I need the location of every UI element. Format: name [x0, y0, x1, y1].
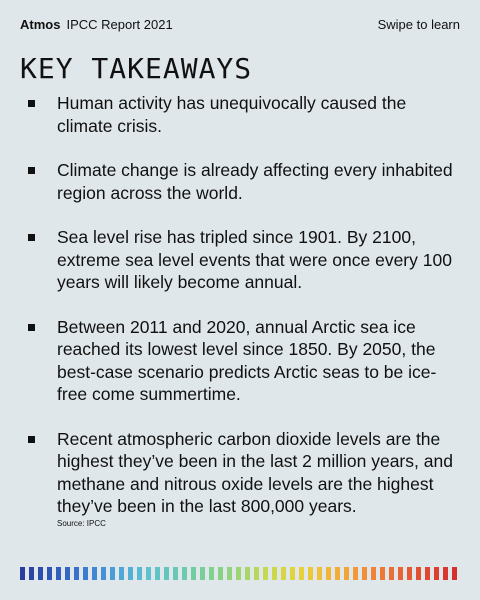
gradient-segment	[74, 567, 79, 580]
gradient-segment	[344, 567, 349, 580]
gradient-segment	[263, 567, 268, 580]
gradient-segment	[335, 567, 340, 580]
gradient-segment	[92, 567, 97, 580]
gradient-segment	[227, 567, 232, 580]
gradient-segment	[272, 567, 277, 580]
gradient-segment	[164, 567, 169, 580]
gradient-segment	[416, 567, 421, 580]
gradient-segment	[101, 567, 106, 580]
gradient-segment	[47, 567, 52, 580]
takeaway-item	[20, 159, 458, 204]
bullet-icon	[28, 100, 35, 107]
brand	[20, 17, 173, 32]
gradient-segment	[425, 567, 430, 580]
takeaway-text: Recent atmospheric carbon dioxide levels are the highest they’ve been in the last 2 million years, and methane and nitrous oxide levels are the highest they’ve been in the last 800,000 years.	[57, 428, 453, 516]
gradient-segment	[434, 567, 439, 580]
gradient-segment	[317, 567, 322, 580]
gradient-segment	[38, 567, 43, 580]
takeaway-item	[20, 92, 458, 137]
page-title: KEY TAKEAWAYS	[20, 52, 253, 85]
gradient-segment	[119, 567, 124, 580]
bullet-icon	[28, 167, 35, 174]
gradient-segment	[452, 567, 457, 580]
bullet-icon	[28, 234, 35, 241]
gradient-segment	[191, 567, 196, 580]
gradient-segment	[128, 567, 133, 580]
gradient-segment	[326, 567, 331, 580]
gradient-segment	[56, 567, 61, 580]
gradient-segment	[110, 567, 115, 580]
bullet-icon	[28, 436, 35, 443]
swipe-hint: Swipe to learn	[377, 16, 460, 32]
brand-name: Atmos	[20, 16, 61, 32]
takeaway-text: Sea level rise has tripled since 1901. By 2100, extreme sea level events that were once every 100 years will likely become annual.	[57, 227, 452, 292]
gradient-segment	[353, 567, 358, 580]
gradient-segment	[245, 567, 250, 580]
gradient-segment	[29, 567, 34, 580]
gradient-segment	[155, 567, 160, 580]
color-gradient-bar	[20, 567, 457, 580]
gradient-segment	[299, 567, 304, 580]
gradient-segment	[173, 567, 178, 580]
report-label: IPCC Report 2021	[66, 16, 173, 32]
gradient-segment	[83, 567, 88, 580]
gradient-segment	[290, 567, 295, 580]
gradient-segment	[218, 567, 223, 580]
gradient-segment	[254, 567, 259, 580]
gradient-segment	[398, 567, 403, 580]
takeaway-item	[20, 428, 458, 518]
gradient-segment	[443, 567, 448, 580]
gradient-segment	[65, 567, 70, 580]
gradient-segment	[371, 567, 376, 580]
takeaway-item	[20, 316, 458, 406]
takeaway-text: Human activity has unequivocally caused the climate crisis.	[57, 93, 407, 136]
gradient-segment	[200, 567, 205, 580]
takeaway-item	[20, 226, 458, 294]
gradient-segment	[380, 567, 385, 580]
gradient-segment	[281, 567, 286, 580]
gradient-segment	[146, 567, 151, 580]
gradient-segment	[137, 567, 142, 580]
gradient-segment	[407, 567, 412, 580]
takeaway-text: Climate change is already affecting every inhabited region across the world.	[57, 160, 453, 203]
takeaways-list	[20, 92, 458, 540]
bullet-icon	[28, 324, 35, 331]
source-note: Source: IPCC	[57, 519, 106, 528]
gradient-segment	[362, 567, 367, 580]
gradient-segment	[209, 567, 214, 580]
gradient-segment	[20, 567, 25, 580]
header	[20, 14, 460, 34]
gradient-segment	[182, 567, 187, 580]
gradient-segment	[236, 567, 241, 580]
takeaway-text: Between 2011 and 2020, annual Arctic sea ice reached its lowest level since 1850. By 2050, the best-case scenario predicts Arctic seas to be ice-free come summertime.	[57, 316, 437, 404]
gradient-segment	[308, 567, 313, 580]
gradient-segment	[389, 567, 394, 580]
